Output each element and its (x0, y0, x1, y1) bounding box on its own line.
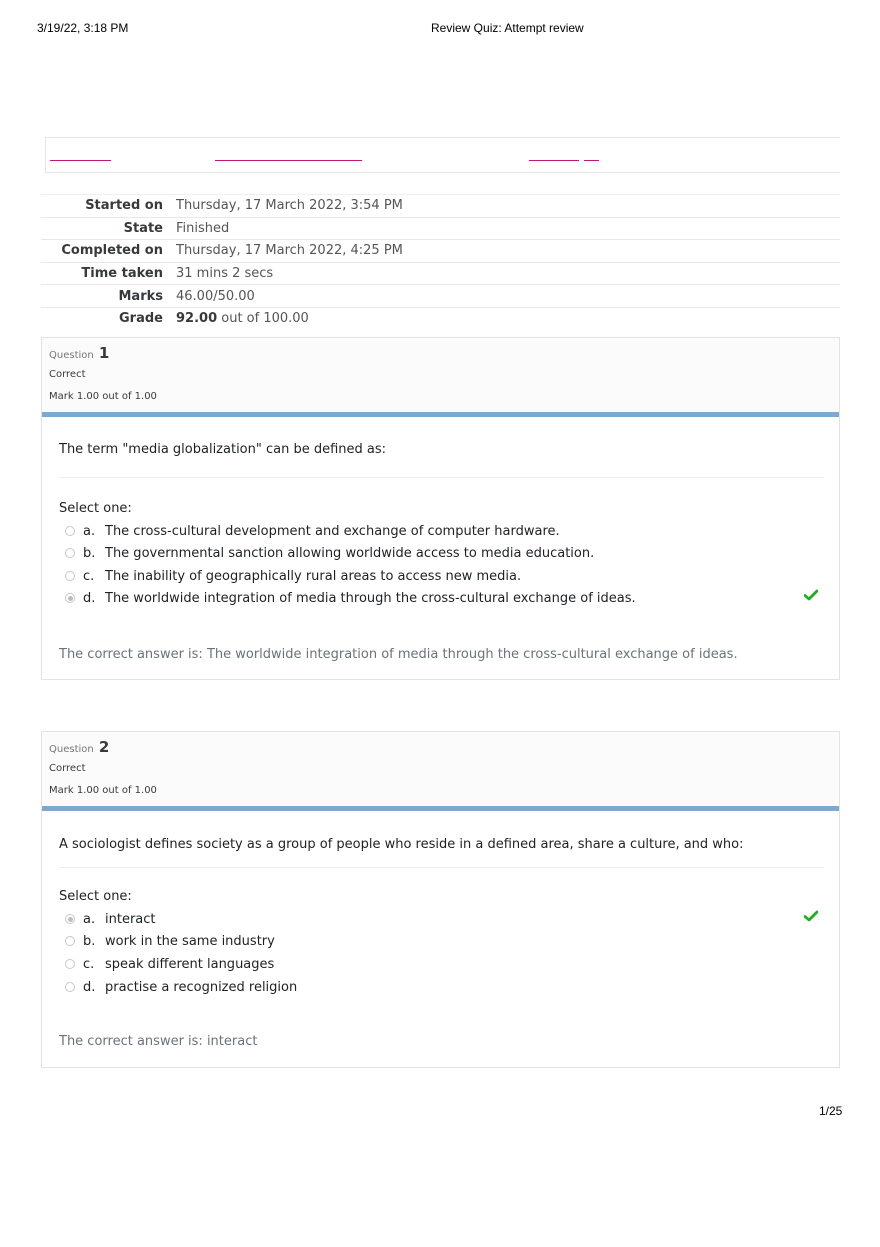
summary-label: Time taken (81, 266, 163, 282)
option-text: work in the same industry (105, 933, 275, 949)
radio-icon[interactable] (65, 936, 75, 946)
option-letter: a. (83, 911, 96, 927)
radio-checked-icon[interactable] (65, 593, 75, 603)
answer-option[interactable] (65, 954, 274, 974)
print-title: Review Quiz: Attempt review (431, 21, 584, 35)
option-text: interact (105, 911, 156, 927)
summary-label: Completed on (61, 243, 163, 259)
divider (59, 867, 824, 868)
option-text: The governmental sanction allowing worldwide access to media education. (105, 545, 595, 561)
summary-row (41, 262, 840, 285)
radio-icon[interactable] (65, 526, 75, 536)
summary-value: Finished (176, 220, 230, 236)
summary-label: State (123, 220, 163, 236)
page-number: 1/25 (819, 1104, 843, 1118)
summary-row (41, 194, 840, 217)
option-text: The cross-cultural development and exchange of computer hardware. (105, 523, 560, 539)
option-letter: b. (83, 545, 96, 561)
radio-icon[interactable] (65, 982, 75, 992)
summary-label: Started on (85, 198, 163, 214)
option-letter: c. (83, 568, 95, 584)
select-one-label: Select one: (59, 889, 132, 904)
print-header (0, 20, 880, 38)
question-state: Correct (49, 763, 86, 774)
select-one-label: Select one: (59, 501, 132, 516)
summary-row (41, 239, 840, 262)
summary-label: Grade (119, 311, 163, 327)
grade-value: 92.00 (176, 311, 218, 327)
answer-option-selected[interactable] (65, 588, 636, 608)
answer-option[interactable] (65, 543, 594, 563)
answer-option[interactable] (65, 931, 275, 951)
summary-value: Thursday, 17 March 2022, 3:54 PM (176, 198, 403, 214)
question-info (42, 338, 839, 417)
correct-answer-feedback: The correct answer is: interact (59, 1034, 258, 1049)
question-text: The term "media globalization" can be defined as: (59, 442, 387, 457)
summary-value: Thursday, 17 March 2022, 4:25 PM (176, 243, 403, 259)
question-2 (41, 731, 840, 1068)
question-state: Correct (49, 369, 86, 380)
option-letter: c. (83, 956, 95, 972)
answer-option[interactable] (65, 566, 521, 586)
question-mark: Mark 1.00 out of 1.00 (49, 785, 157, 796)
option-letter: a. (83, 523, 96, 539)
answer-option-selected[interactable] (65, 909, 156, 929)
print-date: 3/19/22, 3:18 PM (37, 21, 129, 35)
summary-row (41, 284, 840, 307)
question-number: Question 2 (49, 738, 110, 756)
question-text: A sociologist defines society as a group of people who reside in a defined area, share a culture, and who: (59, 837, 744, 852)
radio-icon[interactable] (65, 959, 75, 969)
summary-row (41, 217, 840, 240)
radio-checked-icon[interactable] (65, 914, 75, 924)
breadcrumb (45, 137, 840, 173)
answer-option[interactable] (65, 977, 297, 997)
option-text: practise a recognized religion (105, 979, 298, 995)
summary-row (41, 307, 840, 330)
option-text: The inability of geographically rural areas to access new media. (105, 568, 522, 584)
correct-answer-feedback: The correct answer is: The worldwide integration of media through the cross-cultural exchange of ideas. (59, 647, 738, 662)
question-mark: Mark 1.00 out of 1.00 (49, 391, 157, 402)
attempt-summary (41, 194, 840, 330)
check-icon (804, 589, 818, 601)
summary-value (176, 311, 309, 326)
option-text: The worldwide integration of media through the cross-cultural exchange of ideas. (105, 590, 636, 606)
radio-icon[interactable] (65, 548, 75, 558)
grade-suffix: out of 100.00 (217, 311, 309, 327)
option-letter: b. (83, 933, 96, 949)
question-number: Question 1 (49, 344, 110, 362)
option-text: speak different languages (105, 956, 275, 972)
question-info (42, 732, 839, 811)
breadcrumb-link-2[interactable] (215, 160, 362, 161)
breadcrumb-link-1[interactable] (50, 160, 111, 161)
radio-icon[interactable] (65, 571, 75, 581)
breadcrumb-link-4[interactable] (584, 160, 599, 161)
option-letter: d. (83, 979, 96, 995)
option-letter: d. (83, 590, 96, 606)
question-1 (41, 337, 840, 680)
check-icon (804, 910, 818, 922)
answer-option[interactable] (65, 521, 560, 541)
summary-label: Marks (118, 288, 163, 304)
breadcrumb-link-3[interactable] (529, 160, 579, 161)
summary-value: 46.00/50.00 (176, 288, 255, 304)
summary-value: 31 mins 2 secs (176, 266, 274, 282)
divider (59, 477, 824, 478)
